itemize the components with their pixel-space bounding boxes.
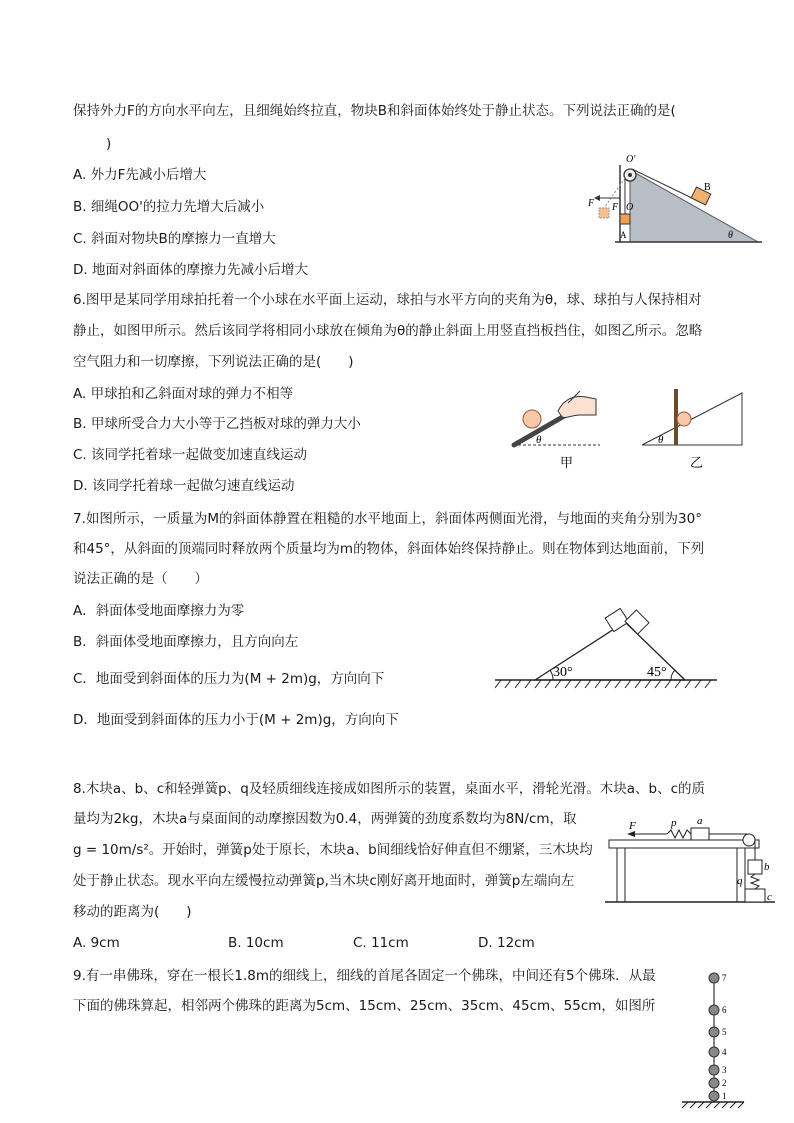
- q6-label-theta1: θ: [536, 434, 542, 446]
- q8-stem-line1: 8.木块a、b、c和轻弹簧p、q及轻质细线连接成如图所示的装置，桌面水平，滑轮光滑。木块a、b、c的质: [73, 781, 706, 797]
- q6-stem-line1: 6.图甲是某同学用球拍托着一个小球在水平面上运动，球拍与水平方向的夹角为θ，球、球拍与人保持相对: [73, 292, 702, 308]
- q6-option-a: A. 甲球拍和乙斜面对球的弹力不相等: [73, 386, 294, 402]
- q8-figure: [605, 808, 780, 908]
- q9-stem-line1: 9.有一串佛珠，穿在一根长1.8m的细线上，细线的首尾各固定一个佛珠，中间还有5个佛珠．从最: [73, 968, 656, 984]
- q6-stem-line3: 空气阻力和一切摩擦，下列说法正确的是( ): [73, 354, 354, 370]
- bead-label: 7: [722, 973, 727, 983]
- q5-option-a: A. 外力F先减小后增大: [73, 167, 207, 183]
- q7-option-d: D．地面受到斜面体的压力小于(M + 2m)g，方向向下: [73, 712, 399, 728]
- bead: [709, 1027, 719, 1037]
- bead: [709, 1065, 719, 1075]
- pulley-icon: [743, 834, 755, 846]
- q8-option-b: B. 10cm: [228, 935, 284, 951]
- q7-option-b: B．斜面体受地面摩擦力，且方向向左: [73, 634, 299, 650]
- bead: [709, 1005, 719, 1015]
- bead-label: 6: [722, 1005, 727, 1015]
- q6-label-theta2: θ: [658, 434, 664, 446]
- q8-option-c: C. 11cm: [353, 935, 409, 951]
- bead-label: 4: [722, 1047, 727, 1057]
- q8-option-d: D. 12cm: [478, 935, 535, 951]
- bead-label: 5: [722, 1027, 727, 1037]
- q7-stem-line2: 和45°，从斜面的顶端同时释放两个质量均为m的物体，斜面体始终保持静止。则在物体到达地面前，下列: [73, 541, 705, 557]
- q8-stem-line3: g = 10m/s²。开始时，弹簧p处于原长，木块a、b间细线恰好伸直但不绷紧，三木块均: [73, 842, 593, 858]
- bead-label: 1: [722, 1091, 727, 1101]
- q6-label-yi: 乙: [690, 455, 704, 470]
- q8-label-p: p: [671, 817, 677, 829]
- q5-label-b: B: [704, 182, 711, 193]
- q6-option-d: D. 该同学托着球一起做匀速直线运动: [73, 478, 295, 494]
- q5-option-b: B. 细绳OO'的拉力先增大后减小: [73, 199, 265, 215]
- q7-option-a: A．斜面体受地面摩擦力为零: [73, 603, 245, 619]
- q5-label-o: O: [626, 202, 634, 213]
- bead: [709, 973, 719, 983]
- bead-label: 2: [722, 1078, 727, 1088]
- q5-label-theta: θ: [728, 230, 733, 241]
- q6-figure-yi: [640, 385, 750, 475]
- bead: [709, 1078, 719, 1088]
- q6-option-b: B. 甲球所受合力大小等于乙挡板对球的弹力大小: [73, 416, 361, 432]
- q8-label-q: q: [737, 875, 743, 887]
- q5-option-d: D. 地面对斜面体的摩擦力先减小后增大: [73, 262, 308, 278]
- q8-label-b: b: [764, 861, 770, 873]
- q5-label-f1: F: [588, 198, 595, 209]
- q7-label-45: 45°: [647, 665, 667, 680]
- q6-stem-line2: 静止，如图甲所示。然后该同学将相同小球放在倾角为θ的静止斜面上用竖直挡板挡住，如图乙所示。忽略: [73, 323, 703, 339]
- q5-stem-line1: 保持外力F的方向水平向左，且细绳始终拉直，物块B和斜面体始终处于静止状态。下列说法正确的是(: [73, 103, 676, 119]
- q5-label-f2: F: [612, 202, 619, 213]
- bead-label: 3: [722, 1065, 727, 1075]
- bead: [709, 1091, 719, 1101]
- bead: [709, 1047, 719, 1057]
- q9-figure: [678, 970, 748, 1110]
- q8-stem-line2: 量均为2kg，木块a与桌面间的动摩擦因数为0.4，两弹簧的劲度系数均为8N/cm，取: [73, 811, 577, 827]
- q5-option-c: C. 斜面对物块B的摩擦力一直增大: [73, 231, 276, 247]
- q8-label-a: a: [697, 815, 703, 827]
- q5-label-a: A: [620, 230, 627, 240]
- q5-figure: [580, 150, 770, 250]
- q7-option-c: C．地面受到斜面体的压力为(M + 2m)g，方向向下: [73, 671, 385, 687]
- q8-label-c: c: [767, 891, 772, 903]
- q7-stem-line3: 说法正确的是（ ）: [73, 571, 208, 587]
- q5-label-oprime: O': [626, 154, 636, 165]
- q7-stem-line1: 7.如图所示，一质量为M的斜面体静置在粗糙的水平地面上，斜面体两侧面光滑，与地面的夹角分别为30°: [73, 511, 702, 527]
- q6-figure-jia: [508, 385, 608, 475]
- q8-label-f: F: [629, 820, 636, 832]
- q8-option-a: A. 9cm: [73, 935, 120, 951]
- q6-option-c: C. 该同学托着球一起做变加速直线运动: [73, 447, 308, 463]
- q6-label-jia: 甲: [560, 455, 574, 470]
- q8-stem-line5: 移动的距离为( ): [73, 904, 192, 920]
- q8-stem-line4: 处于静止状态。现水平向左缓慢拉动弹簧p,当木块c刚好离开地面时，弹簧p左端向左: [73, 873, 575, 889]
- q7-figure: [495, 600, 720, 690]
- q5-stem-line2: ): [106, 136, 112, 152]
- q7-label-30: 30°: [553, 665, 573, 680]
- q9-stem-line2: 下面的佛珠算起，相邻两个佛珠的距离为5cm、15cm、25cm、35cm、45cm、55cm，如图所: [73, 998, 656, 1014]
